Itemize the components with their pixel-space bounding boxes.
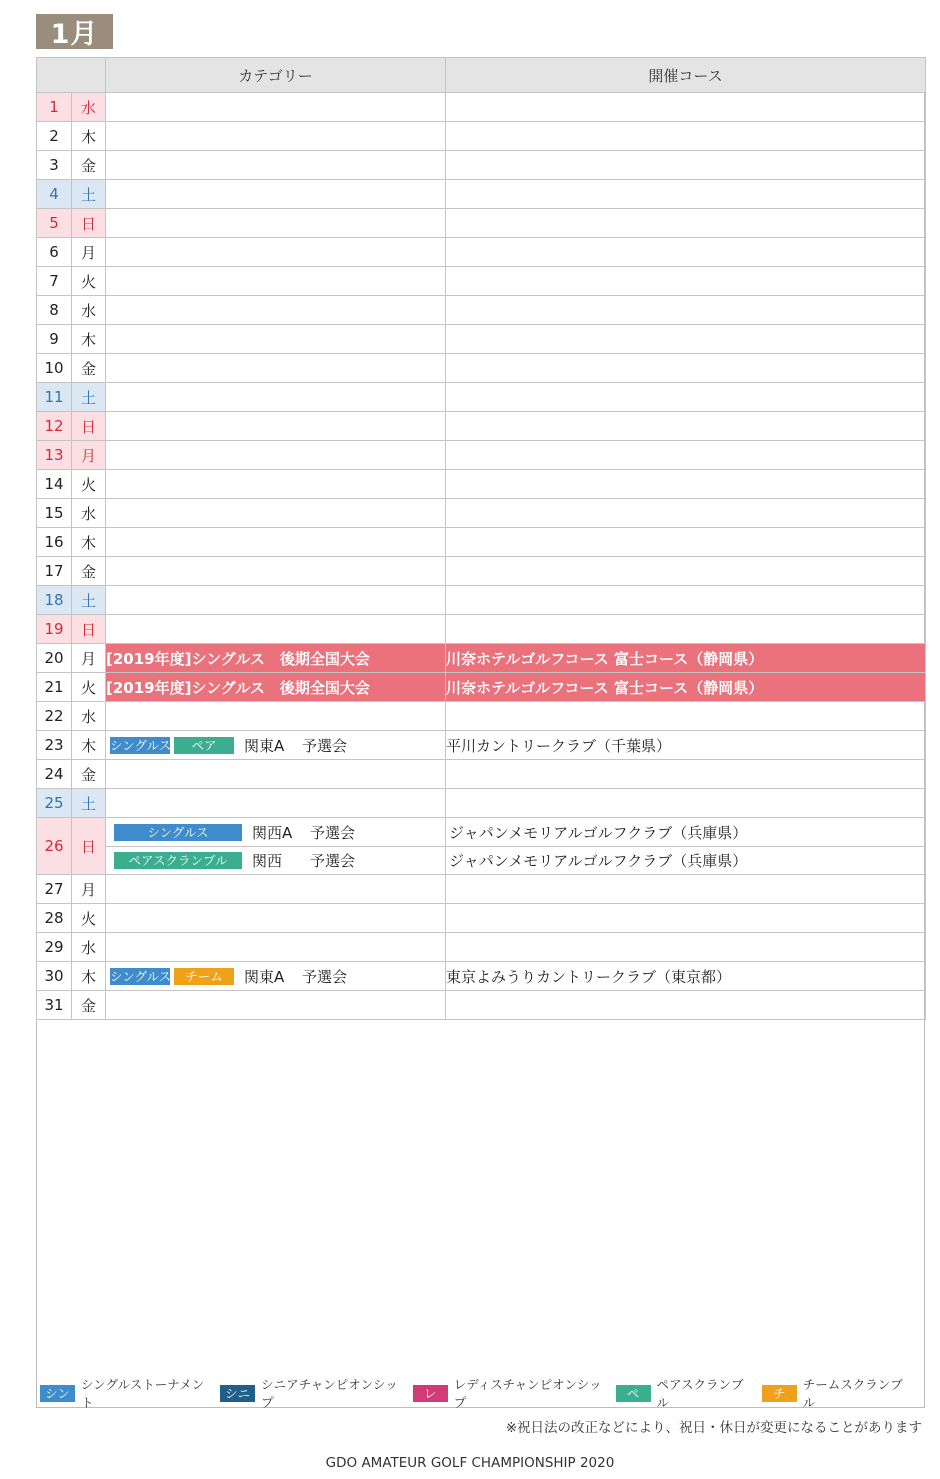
- day-date: 2: [37, 122, 72, 151]
- day-weekday: 月: [72, 644, 106, 673]
- day-weekday: 火: [72, 904, 106, 933]
- day-course: [446, 528, 926, 557]
- day-weekday: 日: [72, 209, 106, 238]
- legend-label: チームスクランブル: [802, 1377, 903, 1410]
- day-date: 27: [37, 875, 72, 904]
- day-course: [446, 180, 926, 209]
- day-course: [446, 702, 926, 731]
- day-date: 24: [37, 760, 72, 789]
- note: ※祝日法の改正などにより、祝日・休日が変更になることがあります: [505, 1420, 922, 1436]
- event-course: ジャパンメモリアルゴルフクラブ（兵庫県）: [446, 846, 925, 874]
- day-row: [37, 731, 926, 760]
- legend-label: シニアチャンピオンシップ: [261, 1377, 398, 1410]
- day-date: 13: [37, 441, 72, 470]
- day-weekday: 火: [72, 673, 106, 702]
- day-row: [37, 383, 926, 412]
- category-tag: シングルス: [114, 824, 242, 841]
- day-category: [106, 904, 446, 933]
- event-entry: [106, 846, 445, 874]
- day-category: [106, 789, 446, 818]
- day-weekday: 金: [72, 991, 106, 1020]
- day-category: [106, 557, 446, 586]
- day-date: 25: [37, 789, 72, 818]
- day-course: 川奈ホテルゴルフコース 富士コース（静岡県）: [446, 673, 926, 702]
- day-weekday: 火: [72, 267, 106, 296]
- day-category: [106, 383, 446, 412]
- day-category: [106, 122, 446, 151]
- day-course: [446, 209, 926, 238]
- day-weekday: 水: [72, 296, 106, 325]
- day-date: 20: [37, 644, 72, 673]
- day-row: [37, 470, 926, 499]
- event-entry: [106, 962, 445, 990]
- day-date: 7: [37, 267, 72, 296]
- day-date: 18: [37, 586, 72, 615]
- category-tag: ペア: [174, 737, 234, 754]
- header-date: [37, 58, 106, 93]
- day-category: [106, 325, 446, 354]
- day-category: [106, 412, 446, 441]
- day-row: [37, 904, 926, 933]
- day-course: [446, 238, 926, 267]
- day-course: [446, 354, 926, 383]
- day-weekday: 月: [72, 875, 106, 904]
- month-badge: 1月: [36, 14, 113, 49]
- day-row: [37, 991, 926, 1020]
- day-date: 12: [37, 412, 72, 441]
- day-weekday: 土: [72, 180, 106, 209]
- day-row: [37, 644, 926, 673]
- day-weekday: 木: [72, 528, 106, 557]
- day-course: [446, 731, 926, 760]
- legend-key: シン: [40, 1385, 75, 1402]
- day-category: [106, 586, 446, 615]
- day-date: 5: [37, 209, 72, 238]
- day-row: [37, 933, 926, 962]
- day-date: 22: [37, 702, 72, 731]
- day-weekday: 火: [72, 470, 106, 499]
- day-row: [37, 615, 926, 644]
- day-weekday: 日: [72, 818, 106, 875]
- event-course: 東京よみうりカントリークラブ（東京都）: [446, 967, 732, 986]
- day-category: [106, 238, 446, 267]
- day-weekday: 水: [72, 93, 106, 122]
- event-region: 関東A: [244, 967, 285, 986]
- day-row: [37, 818, 926, 875]
- day-course: [446, 962, 926, 991]
- day-category: [106, 760, 446, 789]
- day-category: [106, 354, 446, 383]
- day-category: [106, 615, 446, 644]
- day-date: 8: [37, 296, 72, 325]
- day-weekday: 木: [72, 962, 106, 991]
- day-category: [106, 962, 446, 991]
- day-course: [446, 991, 926, 1020]
- day-date: 6: [37, 238, 72, 267]
- day-row: [37, 122, 926, 151]
- legend-key: ペ: [616, 1385, 651, 1402]
- day-row: [37, 789, 926, 818]
- day-date: 21: [37, 673, 72, 702]
- day-date: 9: [37, 325, 72, 354]
- day-row: [37, 354, 926, 383]
- day-weekday: 金: [72, 760, 106, 789]
- legend-key: チ: [762, 1385, 797, 1402]
- category-tag: チーム: [174, 968, 234, 985]
- day-weekday: 土: [72, 383, 106, 412]
- header-category: カテゴリー: [106, 58, 446, 93]
- day-date: 19: [37, 615, 72, 644]
- day-weekday: 月: [72, 238, 106, 267]
- header-row: [37, 58, 926, 93]
- legend-label: シングルストーナメント: [81, 1377, 205, 1410]
- day-row: [37, 586, 926, 615]
- day-course: [446, 557, 926, 586]
- day-date: 15: [37, 499, 72, 528]
- category-tag: シングルス: [110, 968, 172, 984]
- day-weekday: 金: [72, 557, 106, 586]
- footer: GDO AMATEUR GOLF CHAMPIONSHIP 2020: [325, 1455, 615, 1471]
- day-category: [106, 470, 446, 499]
- day-course: [446, 325, 926, 354]
- day-weekday: 日: [72, 412, 106, 441]
- day-weekday: 土: [72, 789, 106, 818]
- category-tag: ペアスクランブル: [114, 852, 242, 869]
- legend-item: [220, 1375, 399, 1411]
- day-weekday: 金: [72, 354, 106, 383]
- day-row: [37, 441, 926, 470]
- category-tag: シングルス: [110, 737, 172, 753]
- day-course: [446, 818, 926, 875]
- legend-label: ペアスクランブル: [656, 1377, 744, 1410]
- day-category: [2019年度]シングルス 後期全国大会: [106, 673, 446, 702]
- day-date: 31: [37, 991, 72, 1020]
- day-row: [37, 151, 926, 180]
- day-category: [106, 93, 446, 122]
- legend-item: [413, 1375, 602, 1411]
- day-row: [37, 267, 926, 296]
- day-course: [446, 383, 926, 412]
- day-weekday: 日: [72, 615, 106, 644]
- day-category: [106, 818, 446, 875]
- day-category: [106, 702, 446, 731]
- event-region: 関西: [252, 852, 283, 870]
- day-date: 10: [37, 354, 72, 383]
- day-course: [446, 760, 926, 789]
- header-course: 開催コース: [446, 58, 926, 93]
- day-course: [446, 122, 926, 151]
- day-course: [446, 615, 926, 644]
- day-category: [106, 267, 446, 296]
- day-date: 3: [37, 151, 72, 180]
- event-stage: 予選会: [302, 967, 348, 986]
- day-course: [446, 151, 926, 180]
- day-weekday: 木: [72, 325, 106, 354]
- legend-key: シニ: [220, 1385, 255, 1402]
- day-row: [37, 702, 926, 731]
- event-entry: [106, 818, 445, 846]
- day-category: [106, 991, 446, 1020]
- day-category: [106, 933, 446, 962]
- day-course: [446, 267, 926, 296]
- day-course: [446, 441, 926, 470]
- day-row: [37, 412, 926, 441]
- day-course: [446, 296, 926, 325]
- day-row: [37, 238, 926, 267]
- day-course: [446, 933, 926, 962]
- day-row: [37, 209, 926, 238]
- day-course: 川奈ホテルゴルフコース 富士コース（静岡県）: [446, 644, 926, 673]
- day-row: [37, 180, 926, 209]
- day-date: 23: [37, 731, 72, 760]
- day-row: [37, 557, 926, 586]
- day-category: [106, 875, 446, 904]
- day-date: 4: [37, 180, 72, 209]
- day-course: [446, 412, 926, 441]
- calendar-body: [37, 93, 926, 1020]
- calendar-table: [36, 57, 926, 1020]
- day-date: 29: [37, 933, 72, 962]
- day-row: [37, 760, 926, 789]
- day-row: [37, 296, 926, 325]
- day-course: [446, 470, 926, 499]
- day-date: 16: [37, 528, 72, 557]
- day-category: [106, 151, 446, 180]
- day-row: [37, 875, 926, 904]
- day-category: [106, 209, 446, 238]
- event-course: ジャパンメモリアルゴルフクラブ（兵庫県）: [449, 823, 748, 842]
- day-category: [106, 180, 446, 209]
- day-row: [37, 673, 926, 702]
- day-category: [106, 499, 446, 528]
- day-weekday: 土: [72, 586, 106, 615]
- legend-item: [762, 1375, 906, 1411]
- day-course: [446, 499, 926, 528]
- event-stage: 予選会: [310, 823, 356, 842]
- day-category: [106, 528, 446, 557]
- day-course: [446, 875, 926, 904]
- event-region: 関東A: [244, 736, 285, 755]
- day-course: [446, 586, 926, 615]
- legend-item: [40, 1375, 206, 1411]
- legend-item: [616, 1375, 748, 1411]
- day-row: [37, 499, 926, 528]
- event-stage: 予選会: [302, 736, 348, 755]
- day-category: [106, 441, 446, 470]
- day-date: 17: [37, 557, 72, 586]
- day-course: [446, 93, 926, 122]
- day-course: [446, 789, 926, 818]
- day-date: 28: [37, 904, 72, 933]
- day-weekday: 水: [72, 702, 106, 731]
- day-course: [446, 904, 926, 933]
- event-stage: 予選会: [310, 852, 356, 870]
- day-date: 11: [37, 383, 72, 412]
- day-weekday: 月: [72, 441, 106, 470]
- day-date: 14: [37, 470, 72, 499]
- event-course: 平川カントリークラブ（千葉県）: [446, 736, 672, 755]
- day-weekday: 水: [72, 499, 106, 528]
- day-row: [37, 528, 926, 557]
- day-row: [37, 325, 926, 354]
- day-date: 1: [37, 93, 72, 122]
- day-weekday: 木: [72, 731, 106, 760]
- legend: [40, 1377, 920, 1410]
- day-weekday: 金: [72, 151, 106, 180]
- day-weekday: 水: [72, 933, 106, 962]
- day-category: [2019年度]シングルス 後期全国大会: [106, 644, 446, 673]
- event-entry: [106, 731, 445, 759]
- legend-label: レディスチャンピオンシップ: [453, 1377, 602, 1410]
- day-weekday: 木: [72, 122, 106, 151]
- day-row: [37, 93, 926, 122]
- day-category: [106, 296, 446, 325]
- day-date: 26: [37, 818, 72, 875]
- day-row: [37, 962, 926, 991]
- legend-key: レ: [413, 1385, 448, 1402]
- event-region: 関西A: [252, 823, 293, 842]
- day-category: [106, 731, 446, 760]
- day-date: 30: [37, 962, 72, 991]
